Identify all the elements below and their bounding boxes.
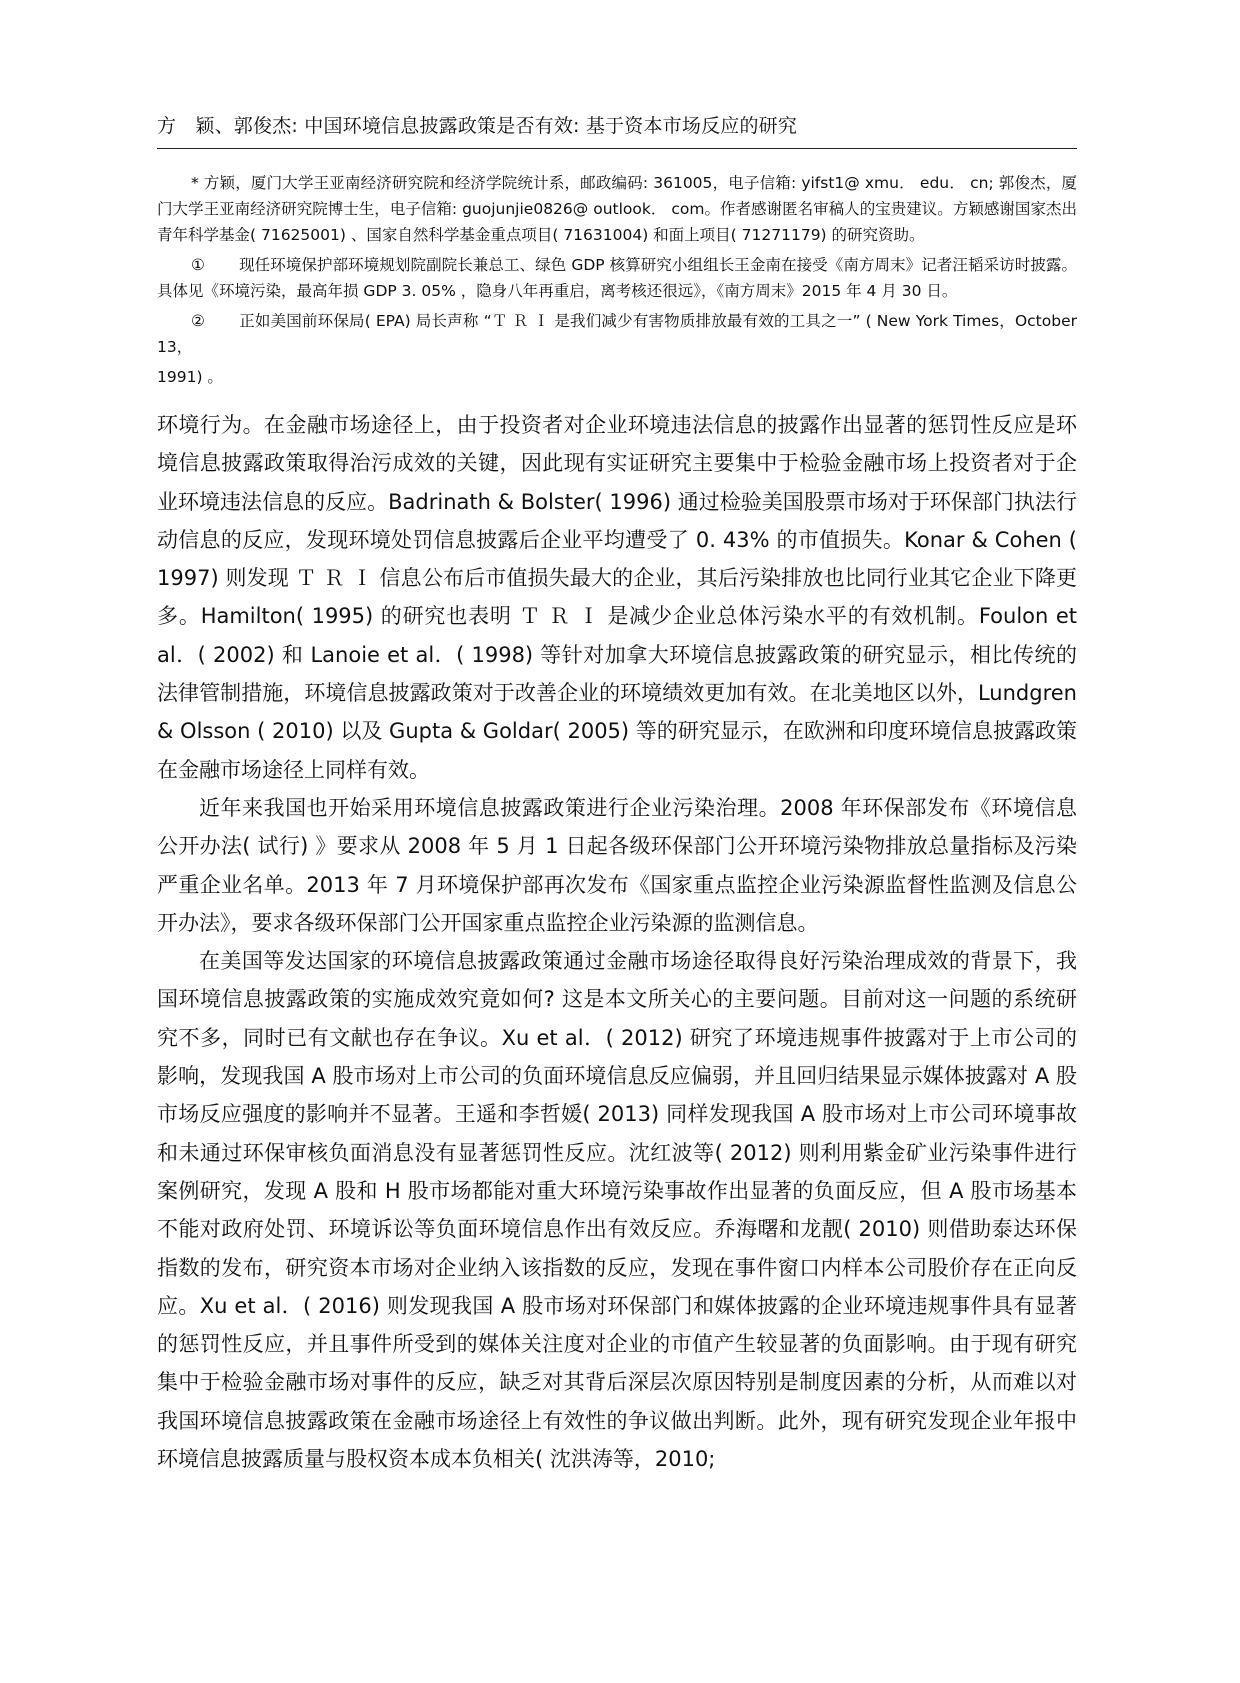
- paragraph-2: 近年来我国也开始采用环境信息披露政策进行企业污染治理。2008 年环保部发布《环境信息公开办法( 试行) 》要求从 2008 年 5 月 1 日起各级环保部门公开环境污染物排放总量指标及污染严重企业名单。2013 年 7 月环境保护部再次发布《国家重点监控企业污染源监督性监测及信息公开办法》，要求各级环保部门公开国家重点监控企业污染源的监测信息。: [157, 795, 1077, 935]
- author-footnote: * 方颖，厦门大学王亚南经济研究院和经济学院统计系，邮政编码: 361005，电子信箱: yifst1@ xmu． edu． cn; 郭俊杰，厦门大学王亚南经济研究院博士生，电子信箱: guojunjie0826@ outlook． com。作者感谢匿名审稿人的宝贵建议。方颖感谢国家杰出青年科学基金( 71625001) 、国家自然科学基金重点项目( 71631004) 和面上项目( 71271179) 的研究资助。: [157, 174, 1077, 244]
- body-text: [157, 406, 1077, 1478]
- footnote-1-text: 现任环境保护部环境规划院副院长兼总工、绿色 GDP 核算研究小组组长王金南在接受《南方周末》记者汪韬采访时披露。具体见《环境污染，最高年损 GDP 3. 05% ，隐身八年再重启，离考核还很远》，《南方周末》2015 年 4 月 30 日。: [157, 256, 1077, 300]
- header-rule: [157, 148, 1077, 149]
- footnote-1-mark: ①: [191, 256, 205, 274]
- paragraph-1: 环境行为。在金融市场途径上，由于投资者对企业环境违法信息的披露作出显著的惩罚性反应是环境信息披露政策取得治污成效的关键，因此现有实证研究主要集中于检验金融市场上投资者对于企业环境违法信息的反应。Badrinath & Bolster( 1996) 通过检验美国股票市场对于环保部门执法行动信息的反应，发现环境处罚信息披露后企业平均遭受了 0. 43% 的市值损失。Konar & Cohen ( 1997) 则发现 Ｔ Ｒ Ｉ 信息公布后市值损失最大的企业，其后污染排放也比同行业其它企业下降更多。Hamilton( 1995) 的研究也表明 Ｔ Ｒ Ｉ 是减少企业总体污染水平的有效机制。Foulon et al．( 2002) 和 Lanoie et al．( 1998) 等针对加拿大环境信息披露政策的研究显示，相比传统的法律管制措施，环境信息披露政策对于改善企业的环境绩效更加有效。在北美地区以外，Lundgren & Olsson ( 2010) 以及 Gupta & Goldar( 2005) 等的研究显示，在欧洲和印度环境信息披露政策在金融市场途径上同样有效。: [157, 413, 1077, 782]
- footnote-2: [157, 308, 1077, 360]
- paragraph-3: 在美国等发达国家的环境信息披露政策通过金融市场途径取得良好污染治理成效的背景下，我国环境信息披露政策的实施成效究竟如何? 这是本文所关心的主要问题。目前对这一问题的系统研究不多，同时已有文献也存在争议。Xu et al．( 2012) 研究了环境违规事件披露对于上市公司的影响，发现我国 A 股市场对上市公司的负面环境信息反应偏弱，并且回归结果显示媒体披露对 A 股市场反应强度的影响并不显著。王遥和李哲媛( 2013) 同样发现我国 A 股市场对上市公司环境事故和未通过环保审核负面消息没有显著惩罚性反应。沈红波等( 2012) 则利用紫金矿业污染事件进行案例研究，发现 A 股和 H 股市场都能对重大环境污染事故作出显著的负面反应，但 A 股市场基本不能对政府处罚、环境诉讼等负面环境信息作出有效反应。乔海曙和龙靓( 2010) 则借助泰达环保指数的发布，研究资本市场对企业纳入该指数的反应，发现在事件窗口内样本公司股价存在正向反应。Xu et al．( 2016) 则发现我国 A 股市场对环保部门和媒体披露的企业环境违规事件具有显著的惩罚性反应，并且事件所受到的媒体关注度对企业的市值产生较显著的负面影响。由于现有研究集中于检验金融市场对事件的反应，缺乏对其背后深层次原因特别是制度因素的分析，从而难以对我国环境信息披露政策在金融市场途径上有效性的争议做出判断。此外，现有研究发现企业年报中环境信息披露质量与股权资本成本负相关( 沈洪涛等，2010;: [157, 949, 1077, 1472]
- footnotes: [157, 170, 1077, 394]
- paper-page: [157, 0, 1087, 1683]
- footnote-1: [157, 252, 1077, 304]
- footnote-2-mark: ②: [191, 312, 205, 330]
- footnote-2-text: 正如美国前环保局( EPA) 局长声称 “Ｔ Ｒ Ｉ 是我们减少有害物质排放最有效的工具之一” ( New York Times，October 13，: [157, 312, 1077, 356]
- footnote-2-continuation: 1991) 。: [157, 368, 223, 386]
- running-header: 方 颖、郭俊杰: 中国环境信息披露政策是否有效: 基于资本市场反应的研究: [157, 115, 798, 137]
